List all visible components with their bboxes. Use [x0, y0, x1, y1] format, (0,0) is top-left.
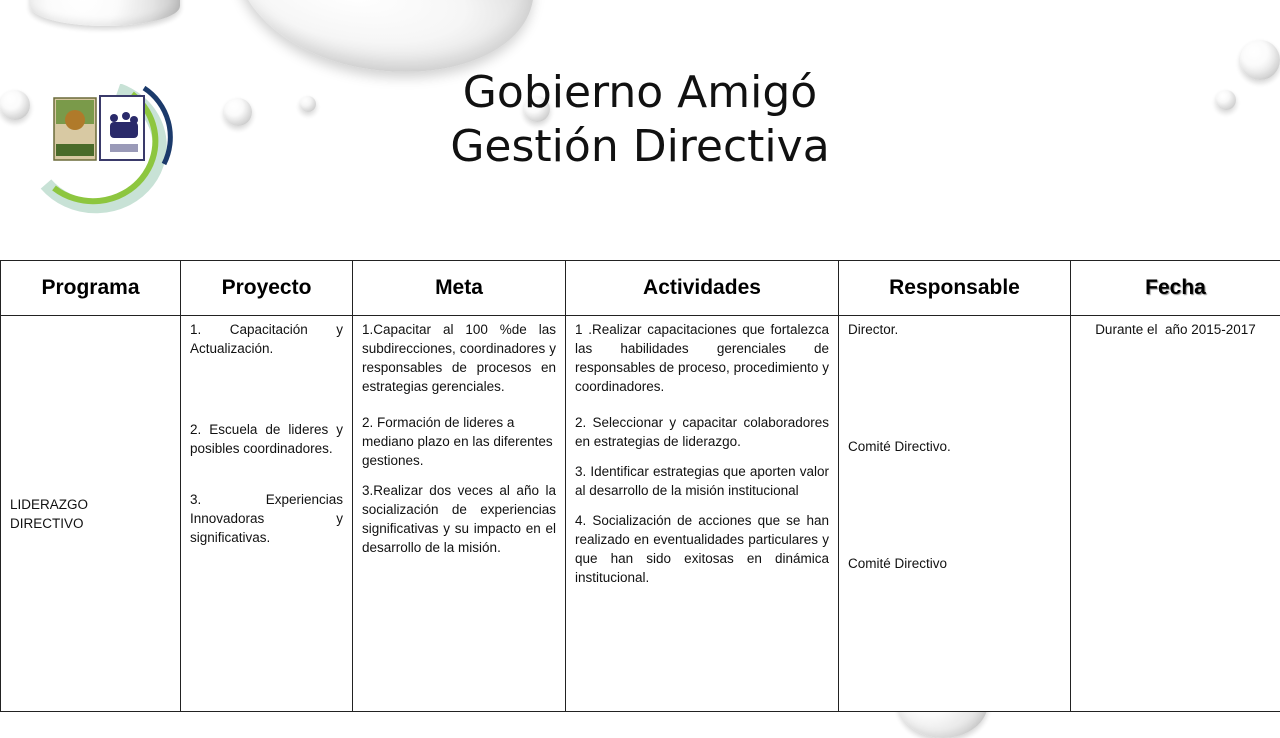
- header-responsable: Responsable: [839, 261, 1071, 316]
- meta-item: 2. Formación de lideres a mediano plazo en las diferentes gestiones.: [362, 413, 556, 470]
- water-drop: [1240, 40, 1280, 80]
- title-line-2: Gestión Directiva: [340, 120, 940, 174]
- logo-right-caption: [110, 144, 138, 152]
- cell-responsables: [839, 316, 1071, 712]
- table-header-row: [1, 261, 1280, 316]
- management-plan-table: [0, 260, 1280, 712]
- cell-fecha: [1071, 316, 1280, 712]
- responsable-item: Director.: [848, 320, 1061, 339]
- programa-value: LIDERAZGO DIRECTIVO: [10, 495, 120, 533]
- water-drop: [0, 90, 30, 120]
- water-drop: [1216, 90, 1236, 110]
- logo-figures-body: [110, 122, 138, 138]
- actividad-item: 4. Socialización de acciones que se han realizado en eventualidades particulares y que han sido exitosas en dinámica institucional.: [575, 511, 829, 587]
- table-row: [1, 316, 1280, 712]
- header-programa: Programa: [1, 261, 181, 316]
- header-meta: Meta: [353, 261, 566, 316]
- logo-emblem: [65, 110, 85, 130]
- title-line-1: Gobierno Amigó: [340, 66, 940, 120]
- cell-proyectos: [181, 316, 353, 712]
- fecha-value: Durante el año 2015-2017: [1075, 320, 1276, 339]
- header-fecha: Fecha: [1071, 261, 1280, 316]
- header-proyecto: Proyecto: [181, 261, 353, 316]
- water-drop: [30, 0, 180, 26]
- cell-metas: [353, 316, 566, 712]
- logo-figure: [122, 112, 130, 120]
- actividad-item: 3. Identificar estrategias que aporten valor al desarrollo de la misión institucional: [575, 462, 829, 500]
- actividad-item: 1 .Realizar capacitaciones que fortalezca las habilidades gerenciales de responsables de proceso, procedimiento y coordinadores.: [575, 320, 829, 396]
- responsable-item: Comité Directivo.: [848, 437, 1061, 456]
- cell-actividades: [566, 316, 839, 712]
- page-title: [340, 66, 940, 174]
- meta-item: 1.Capacitar al 100 %de las subdirecciones, coordinadores y responsables de procesos en estrategias gerenciales.: [362, 320, 556, 396]
- club-amigo-logo: [34, 84, 184, 216]
- meta-item: 3.Realizar dos veces al año la socialización de experiencias significativas y su impacto en el desarrollo de la misión.: [362, 481, 556, 557]
- cell-programa: [1, 316, 181, 712]
- actividad-item: 2. Seleccionar y capacitar colaboradores en estrategias de liderazgo.: [575, 413, 829, 451]
- header-actividades: Actividades: [566, 261, 839, 316]
- proyecto-item: 3. Experiencias Innovadoras y significativas.: [190, 490, 343, 547]
- logo-figure: [110, 114, 118, 122]
- logo-club-banner: [56, 144, 94, 156]
- proyecto-item: 1. Capacitación y Actualización.: [190, 320, 343, 358]
- water-drop: [300, 96, 316, 112]
- water-drop: [224, 98, 252, 126]
- proyecto-item: 2. Escuela de lideres y posibles coordinadores.: [190, 420, 343, 458]
- responsable-item: Comité Directivo: [848, 554, 1061, 573]
